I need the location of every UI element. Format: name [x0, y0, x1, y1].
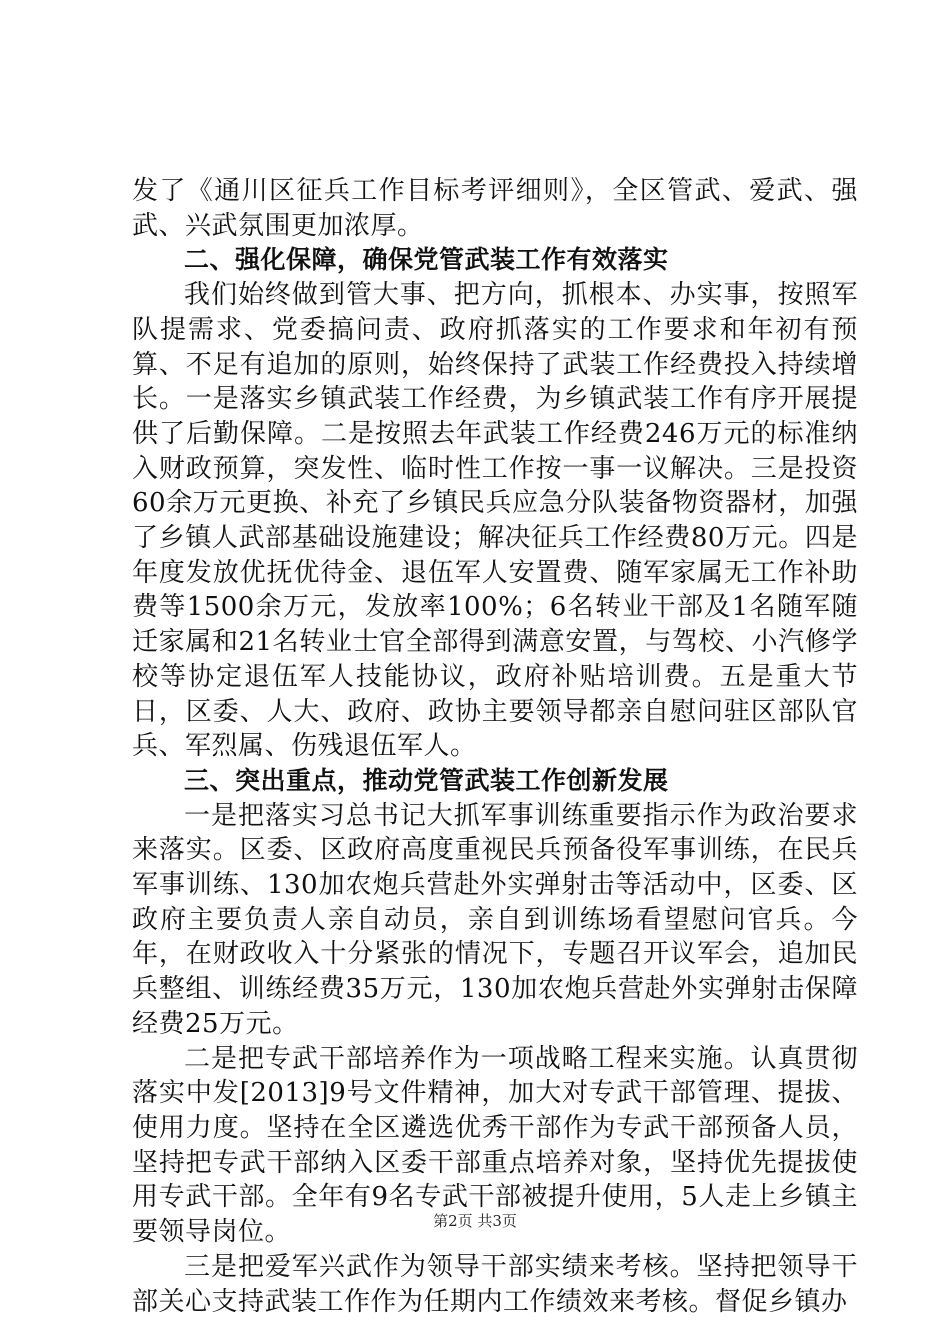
- paragraph-assessment: 三是把爱军兴武作为领导干部实绩来考核。坚持把领导干部关心支持武装工作作为任期内工作绩效来考核。督促乡镇办: [132, 1251, 858, 1317]
- paragraph-funding: 我们始终做到管大事、把方向，抓根本、办实事，按照军队提需求、党委搞问责、政府抓落实的工作要求和年初有预算、不足有追加的原则，始终保持了武装工作经费投入持续增长。一是落实乡镇武装工作经费，为乡镇武装工作有序开展提供了后勤保障。二是按照去年武装工作经费246万元的标准纳入财政预算，突发性、临时性工作按一事一议解决。三是投资60余万元更换、补充了乡镇民兵应急分队装备物资器材，加强了乡镇人武部基础设施建设；解决征兵工作经费80万元。四是年度发放优抚优待金、退伍军人安置费、随军家属无工作补助费等1500余万元，发放率100%；6名转业干部及1名随军随迁家属和21名转业士官全部得到满意安置，与驾校、小汽修学校等协定退伍军人技能协议，政府补贴培训费。五是重大节日，区委、人大、政府、政协主要领导都亲自慰问驻区部队官兵、军烈属、伤残退伍军人。: [132, 280, 858, 762]
- paragraph-continuation: 发了《通川区征兵工作目标考评细则》，全区管武、爱武、强武、兴武氛围更加浓厚。: [132, 176, 858, 241]
- section-heading-3: 三、突出重点，推动党管武装工作创新发展: [184, 765, 669, 795]
- section-heading-2: 二、强化保障，确保党管武装工作有效落实: [184, 245, 669, 275]
- document-body: [132, 174, 858, 1319]
- page-footer: [0, 1210, 950, 1231]
- paragraph-cadre: 二是把专武干部培养作为一项战略工程来实施。认真贯彻落实中发[2013]9号文件精神，加大对专武干部管理、提拔、使用力度。坚持在全区遴选优秀干部作为专武干部预备人员，坚持把专武干部纳入区委干部重点培养对象，坚持优先提拔使用专武干部。全年有9名专武干部被提升使用，5人走上乡镇主要领导岗位。: [132, 1043, 858, 1248]
- paragraph-training: 一是把落实习总书记大抓军事训练重要指示作为政治要求来落实。区委、区政府高度重视民兵预备役军事训练，在民兵军事训练、130加农炮兵营赴外实弹射击等活动中，区委、区政府主要负责人亲自动员，亲自到训练场看望慰问官兵。今年，在财政收入十分紧张的情况下，专题召开议军会，追加民兵整组、训练经费35万元，130加农炮兵营赴外实弹射击保障经费25万元。: [132, 800, 858, 1039]
- page-number: 第2页 共3页: [433, 1212, 517, 1230]
